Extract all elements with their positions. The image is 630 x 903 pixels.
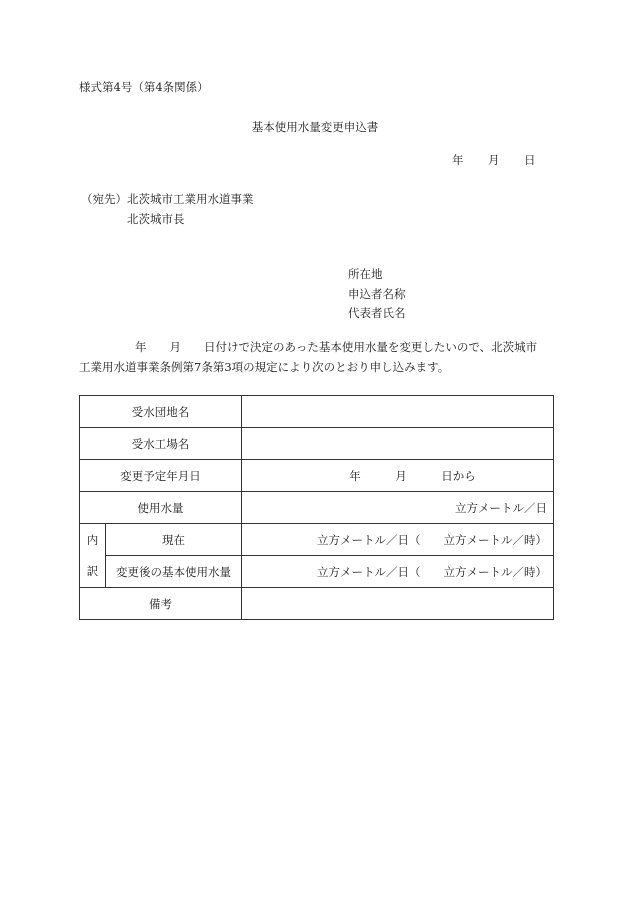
- addressee-line2: 北茨城市長: [127, 212, 185, 226]
- table-row: [80, 396, 554, 428]
- cell-value-current[interactable]: 立方メートル／日（ 立方メートル／時）: [242, 524, 554, 556]
- table-row: [80, 588, 554, 620]
- cell-label-change-date: 変更予定年月日: [80, 460, 242, 492]
- cell-value-remarks[interactable]: [242, 588, 554, 620]
- applicant-name-label: 申込者名称: [348, 287, 406, 301]
- breakdown-char-bottom: 訳: [86, 564, 99, 578]
- date-year: 年: [452, 153, 464, 167]
- application-table: [79, 395, 554, 620]
- breakdown-char-top: 内: [86, 533, 99, 547]
- cell-label-current: 現在: [106, 524, 242, 556]
- cell-value-receiving-estate[interactable]: [242, 396, 554, 428]
- addressee-line1: （宛先）北茨城市工業用水道事業: [81, 192, 254, 206]
- applicant-rep-label: 代表者氏名: [348, 306, 406, 320]
- cell-label-remarks: 備考: [80, 588, 242, 620]
- body-line2: 工業用水道事業条例第7条第3項の規定により次のとおり申し込みます。: [79, 360, 450, 374]
- cell-value-after-change[interactable]: 立方メートル／日（ 立方メートル／時）: [242, 556, 554, 588]
- cell-value-water-usage[interactable]: 立方メートル／日: [242, 492, 554, 524]
- form-number: 様式第4号（第4条関係）: [79, 80, 209, 94]
- date-day: 日: [524, 153, 536, 167]
- date-line: [452, 155, 536, 167]
- table-row: [80, 460, 554, 492]
- date-month: 月: [488, 153, 500, 167]
- change-date-text: 年 月 日から: [349, 468, 476, 483]
- applicant-address-label: 所在地: [348, 267, 383, 281]
- table-row: [80, 556, 554, 588]
- body-line1-text: 年 月 日付けで決定のあった基本使用水量を変更したいので、北茨城市: [135, 340, 538, 354]
- cell-label-water-usage: 使用水量: [80, 492, 242, 524]
- cell-label-after-change: 変更後の基本使用水量: [106, 556, 242, 588]
- table-row: [80, 524, 554, 556]
- cell-breakdown-label: [80, 524, 106, 588]
- table-row: [80, 492, 554, 524]
- table-row: [80, 428, 554, 460]
- cell-value-change-date[interactable]: [242, 460, 554, 492]
- cell-label-receiving-estate: 受水団地名: [80, 396, 242, 428]
- document-title: 基本使用水量変更申込書: [251, 120, 379, 134]
- cell-label-receiving-factory: 受水工場名: [80, 428, 242, 460]
- cell-value-receiving-factory[interactable]: [242, 428, 554, 460]
